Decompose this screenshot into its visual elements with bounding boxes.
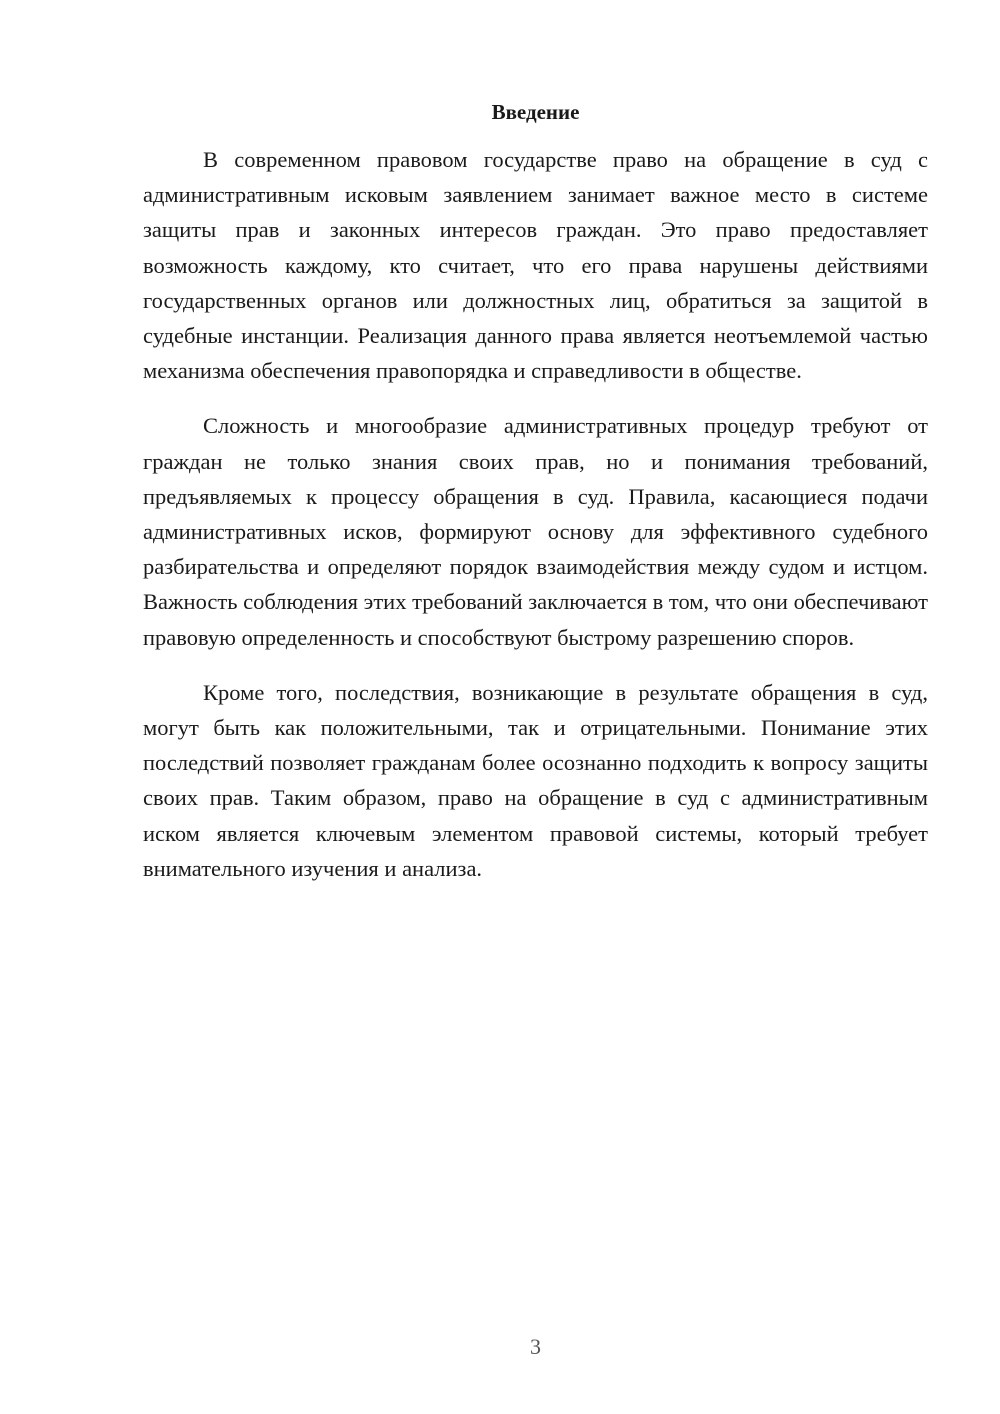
paragraph-3: Кроме того, последствия, возникающие в результате обращения в суд, могут быть как положительными, так и отрицательными. Понимание этих последствий позволяет гражданам более осознанно подходить к вопросу защиты своих прав. Таким образом, право на обращение в суд с административным иском является ключевым элементом правовой системы, который требует внимательного изучения и анализа. [143,679,928,881]
section-title: Введение [491,100,580,124]
paragraph-1: В современном правовом государстве право на обращение в суд с административным исковым заявлением занимает важное место в системе защиты прав и законных интересов граждан. Это право предоставляет возможность каждому, кто считает, что его права нарушены действиями государственных органов или должностных лиц, обратиться за защитой в судебные инстанции. Реализация данного права является неотъемлемой частью механизма обеспечения правопорядка и справедливости в обществе. [143,147,928,384]
body-text [143,142,928,906]
paragraph-2: Сложность и многообразие административных процедур требуют от граждан не только знания своих прав, но и понимания требований, предъявляемых к процессу обращения в суд. Правила, касающиеся подачи административных исков, формируют основу для эффективного судебного разбирательства и определяют порядок взаимодействия между судом и истцом. Важность соблюдения этих требований заключается в том, что они обеспечивают правовую определенность и способствуют быстрому разрешению споров. [143,413,928,650]
page-number: 3 [530,1334,541,1359]
